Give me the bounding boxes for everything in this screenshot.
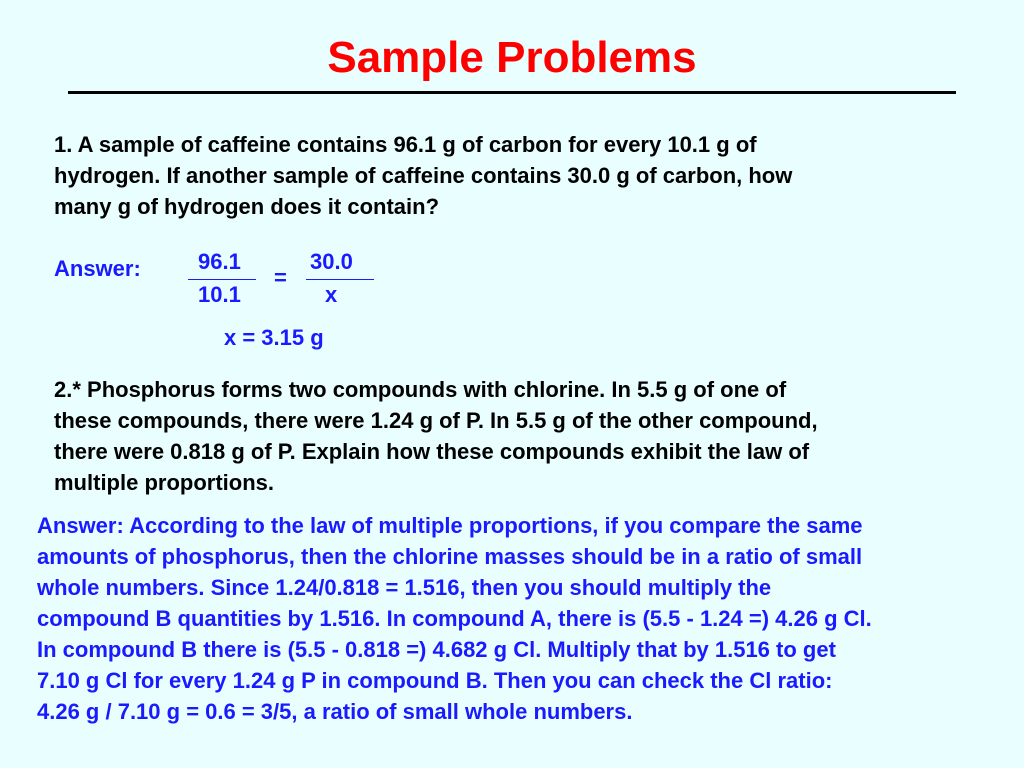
- fraction-right-bar: [306, 279, 374, 280]
- result-text: x = 3.15 g: [224, 325, 324, 350]
- fraction-left-denominator: 10.1: [198, 282, 241, 307]
- problem-2-line: 2.* Phosphorus forms two compounds with chlorine. In 5.5 g of one of: [54, 377, 787, 402]
- problem-1-line: hydrogen. If another sample of caffeine contains 30.0 g of carbon, how: [54, 163, 793, 188]
- fraction-right-numerator: 30.0: [310, 249, 353, 274]
- equals-sign: =: [274, 265, 287, 290]
- problem-2-line: there were 0.818 g of P. Explain how these compounds exhibit the law of: [54, 439, 810, 464]
- problem-1-question: [54, 129, 792, 222]
- answer-line: compound B quantities by 1.516. In compound A, there is (5.5 - 1.24 =) 4.26 g Cl.: [37, 606, 872, 631]
- answer-line: amounts of phosphorus, then the chlorine masses should be in a ratio of small: [37, 544, 863, 569]
- answer-line: 7.10 g Cl for every 1.24 g P in compound B. Then you can check the Cl ratio:: [37, 668, 833, 693]
- problem-2-question: [54, 374, 818, 498]
- answer-line: whole numbers. Since 1.24/0.818 = 1.516, then you should multiply the: [37, 575, 772, 600]
- answer-line: 4.26 g / 7.10 g = 0.6 = 3/5, a ratio of small whole numbers.: [37, 699, 633, 724]
- fraction-right-denominator: x: [325, 282, 338, 307]
- problem-2-line: these compounds, there were 1.24 g of P. In 5.5 g of the other compound,: [54, 408, 818, 433]
- slide-title: Sample Problems: [327, 33, 697, 82]
- problem-2-answer: [37, 510, 872, 727]
- problem-1-line: many g of hydrogen does it contain?: [54, 194, 440, 219]
- answer-line: In compound B there is (5.5 - 0.818 =) 4.682 g Cl. Multiply that by 1.516 to get: [37, 637, 836, 662]
- answer-label: Answer:: [54, 256, 141, 281]
- fraction-left-bar: [188, 279, 256, 280]
- fraction-left-numerator: 96.1: [198, 249, 241, 274]
- problem-2-line: multiple proportions.: [54, 470, 274, 495]
- problem-1-line: 1. A sample of caffeine contains 96.1 g of carbon for every 10.1 g of: [54, 132, 757, 157]
- title-rule: [68, 91, 956, 94]
- answer-line: Answer: According to the law of multiple proportions, if you compare the same: [37, 513, 863, 538]
